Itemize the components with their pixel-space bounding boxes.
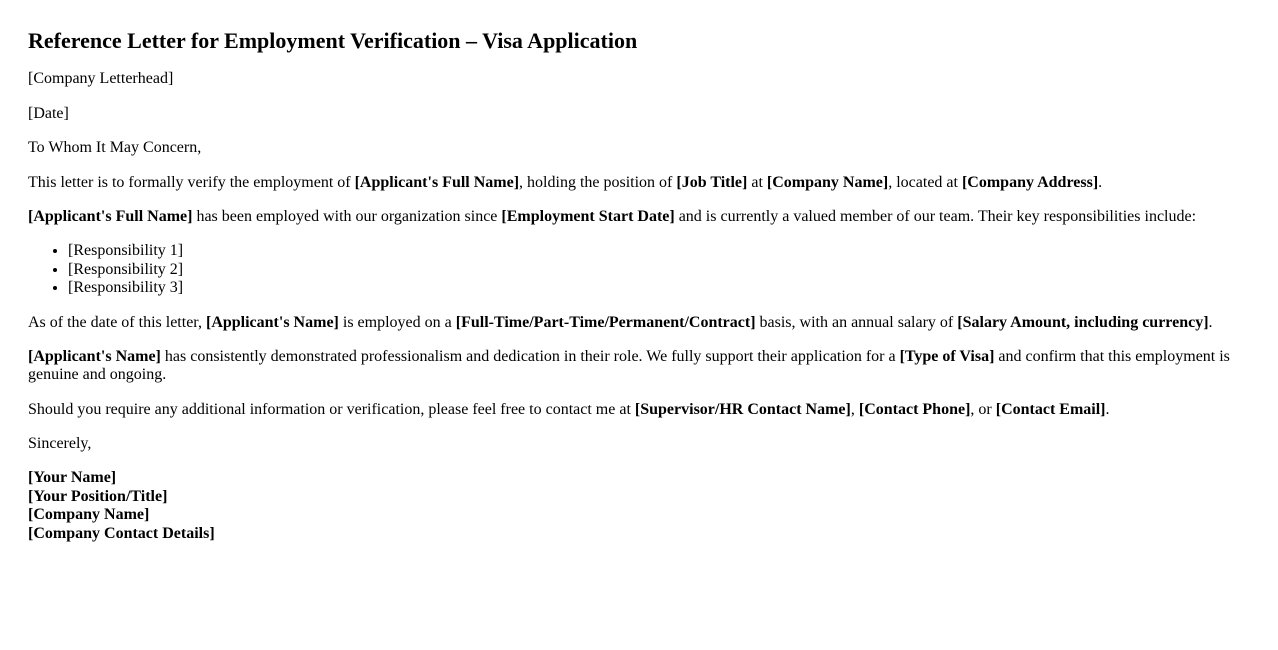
- text-segment: basis, with an annual salary of: [755, 313, 958, 331]
- text-segment: and is currently a valued member of our team. Their key responsibilities include:: [674, 207, 1197, 225]
- placeholder-field: [Job Title]: [676, 173, 748, 191]
- date-placeholder: [28, 105, 1260, 123]
- responsibilities-list: [28, 242, 1260, 297]
- support-paragraph: [28, 348, 1260, 385]
- signature-line: [Your Position/Title]: [28, 487, 168, 505]
- text-segment: has consistently demonstrated professionalism and dedication in their role. We fully support their application for a: [160, 347, 900, 365]
- placeholder-field: [Applicant's Name]: [28, 347, 161, 365]
- company-letterhead-placeholder: [28, 70, 1260, 88]
- text-segment: is employed on a: [338, 313, 456, 331]
- salary-paragraph: [28, 314, 1260, 332]
- text-segment: [Date]: [28, 104, 69, 122]
- text-segment: This letter is to formally verify the employment of: [28, 173, 355, 191]
- placeholder-field: [Employment Start Date]: [501, 207, 675, 225]
- text-segment: and confirm that this employment is genuine and ongoing.: [28, 347, 1230, 384]
- text-segment: Should you require any additional information or verification, please feel free to contact me at: [28, 400, 635, 418]
- placeholder-field: [Applicant's Full Name]: [28, 207, 193, 225]
- placeholder-field: [Supervisor/HR Contact Name]: [634, 400, 851, 418]
- placeholder-field: [Contact Phone]: [858, 400, 971, 418]
- text-segment: , or: [970, 400, 996, 418]
- letter-body: [28, 70, 1260, 543]
- placeholder-field: [Type of Visa]: [899, 347, 995, 365]
- document-title: Reference Letter for Employment Verification – Visa Application: [28, 28, 638, 53]
- contact-paragraph: [28, 401, 1260, 419]
- signature-block: [28, 469, 1260, 543]
- placeholder-field: [Company Name]: [766, 173, 889, 191]
- responsibility-item: • [Responsibility 3]: [68, 279, 1260, 297]
- text-segment: , holding the position of: [519, 173, 677, 191]
- placeholder-field: [Applicant's Full Name]: [354, 173, 520, 191]
- text-segment: .: [1105, 400, 1110, 418]
- text-segment: .: [1208, 313, 1213, 331]
- placeholder-field: [Company Address]: [961, 173, 1099, 191]
- closing: [28, 435, 1260, 453]
- signature-line: [Company Contact Details]: [28, 524, 215, 542]
- placeholder-field: [Contact Email]: [995, 400, 1106, 418]
- responsibility-item: • [Responsibility 1]: [68, 242, 1260, 260]
- placeholder-field: [Salary Amount, including currency]: [957, 313, 1209, 331]
- signature-line: [Your Name]: [28, 469, 117, 487]
- text-segment: As of the date of this letter,: [28, 313, 206, 331]
- intro-paragraph: [28, 174, 1260, 192]
- text-segment: Sincerely,: [28, 435, 92, 453]
- placeholder-field: [Applicant's Name]: [205, 313, 339, 331]
- text-segment: at: [747, 173, 767, 191]
- text-segment: ,: [850, 400, 859, 418]
- salutation: [28, 139, 1260, 157]
- text-segment: , located at: [888, 173, 962, 191]
- signature-line: [Company Name]: [28, 506, 150, 524]
- text-segment: [Company Letterhead]: [28, 70, 174, 88]
- text-segment: has been employed with our organization since: [192, 207, 502, 225]
- responsibility-item: • [Responsibility 2]: [68, 261, 1260, 279]
- placeholder-field: [Full-Time/Part-Time/Permanent/Contract]: [455, 313, 756, 331]
- text-segment: .: [1098, 173, 1103, 191]
- employment-history-paragraph: [28, 208, 1260, 226]
- text-segment: To Whom It May Concern,: [28, 139, 202, 157]
